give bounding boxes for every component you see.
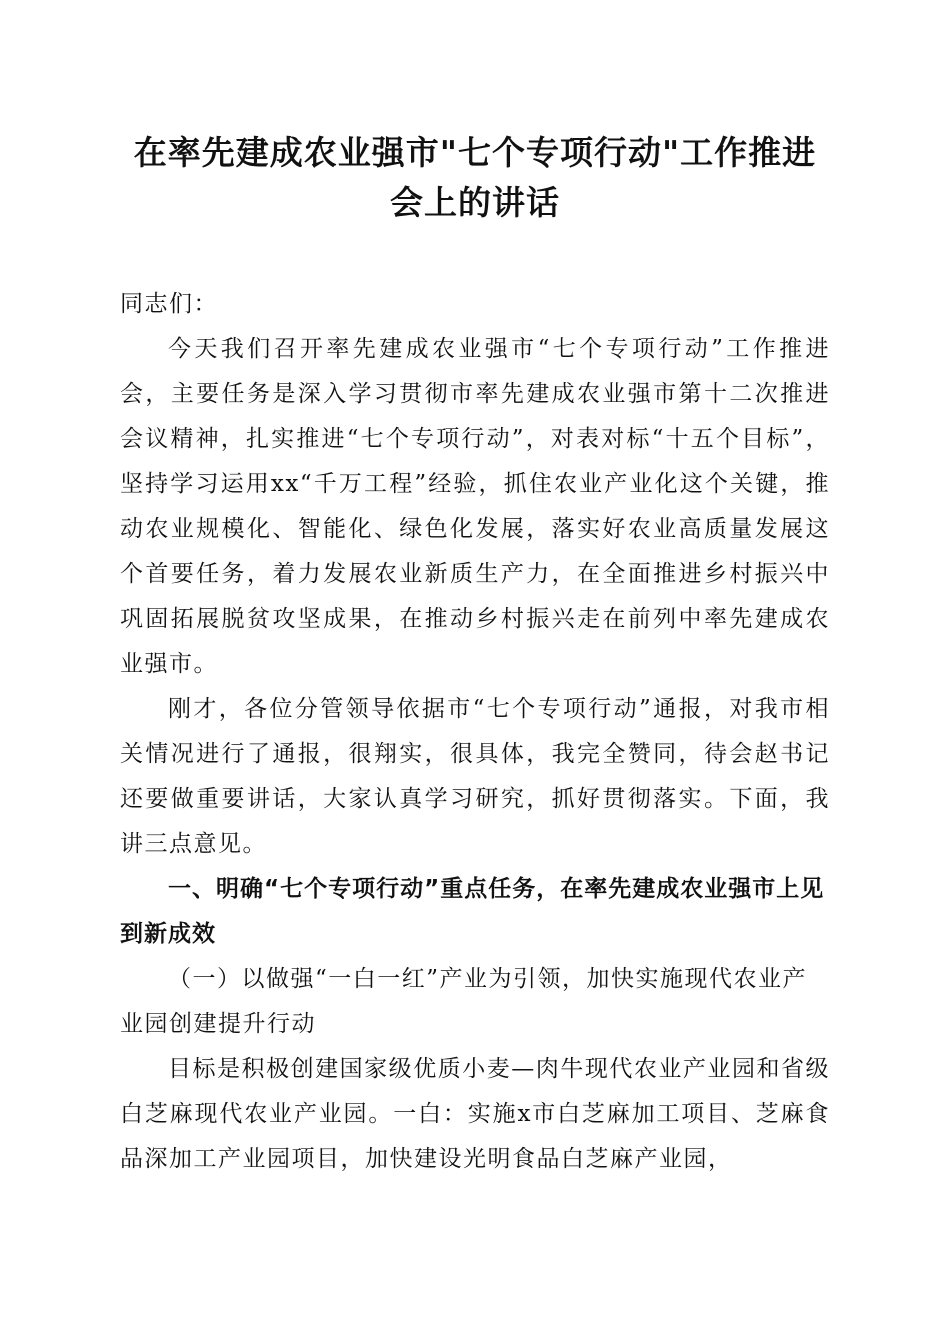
document-page — [120, 128, 830, 1182]
paragraph-goal: 目标是积极创建国家级优质小麦—肉牛现代农业产业园和省级白芝麻现代农业产业园。一白：实施x市白芝麻加工项目、芝麻食品深加工产业园项目，加快建设光明食品白芝麻产业园， — [120, 1056, 830, 1172]
paragraph-briefing: 刚才，各位分管领导依据市“七个专项行动”通报，对我市相关情况进行了通报，很翔实，很具体，我完全赞同，待会赵书记还要做重要讲话，大家认真学习研究，抓好贯彻落实。下面，我讲三点意见。 — [120, 696, 830, 857]
section-heading-1: 一、明确“七个专项行动”重点任务，在率先建成农业强市上见到新成效 — [120, 876, 825, 947]
paragraph-intro: 今天我们召开率先建成农业强市“七个专项行动”工作推进会，主要任务是深入学习贯彻市率先建成农业强市第十二次推进会议精神，扎实推进“七个专项行动”，对表对标“十五个目标”，坚持学习运用xx“千万工程”经验，抓住农业产业化这个关键，推动农业规模化、智能化、绿色化发展，落实好农业高质量发展这个首要任务，着力发展农业新质生产力，在全面推进乡村振兴中巩固拓展脱贫攻坚成果，在推动乡村振兴走在前列中率先建成农业强市。 — [120, 336, 830, 677]
greeting: 同志们： — [120, 291, 218, 317]
subsection-heading-1: （一）以做强“一白一红”产业为引领，加快实施现代农业产业园创建提升行动 — [120, 966, 808, 1037]
document-title: 在率先建成农业强市"七个专项行动"工作推进会上的讲话 — [133, 133, 817, 222]
